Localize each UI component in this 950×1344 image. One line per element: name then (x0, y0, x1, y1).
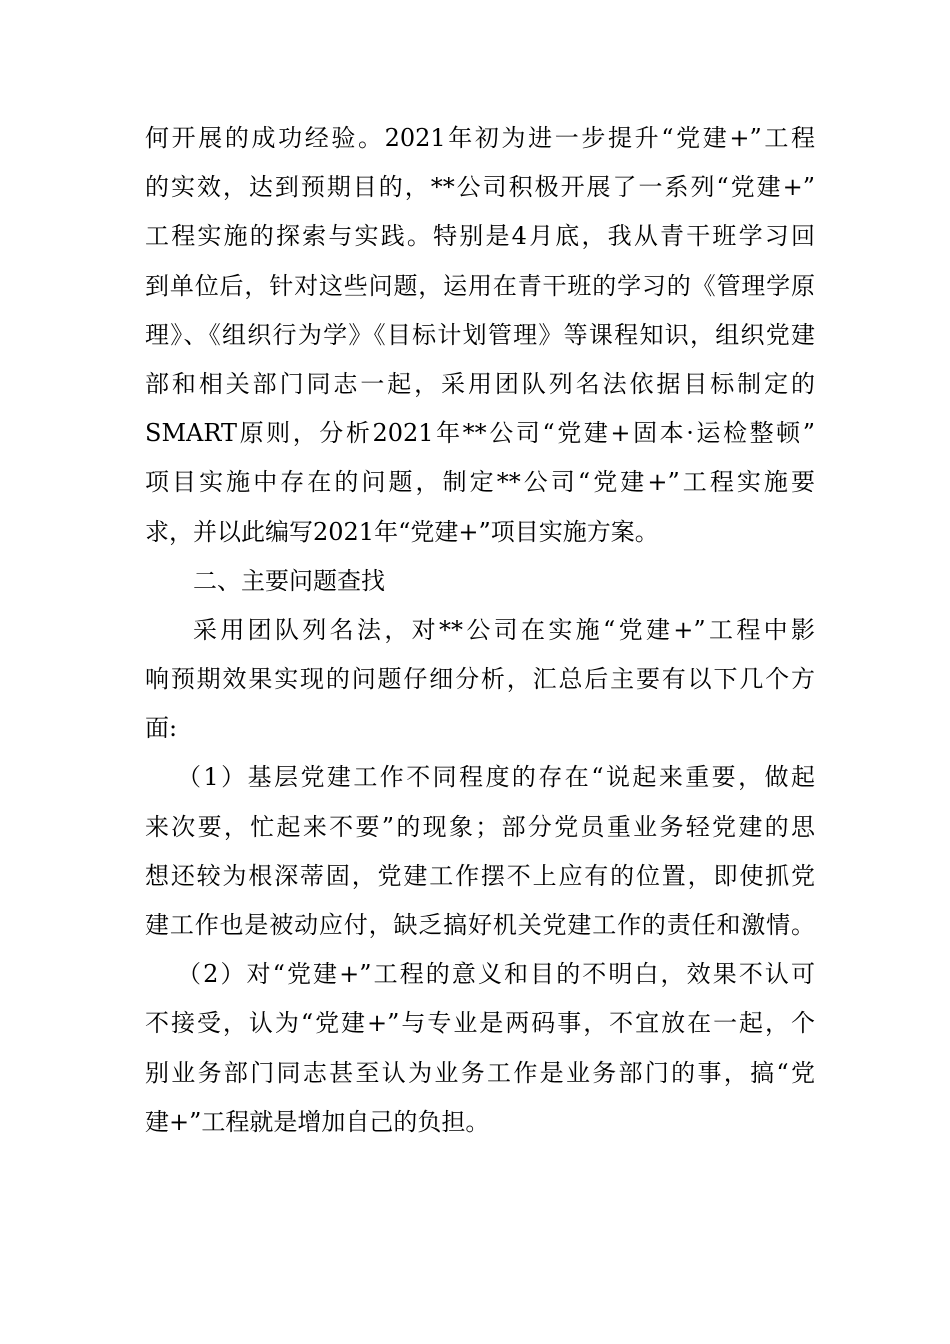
text-line: 来次要，忙起来不要”的现象；部分党员重业务轻党建的思 (145, 812, 815, 841)
text-line: 的实效，达到预期目的，**公司积极开展了一系列“党建+” (145, 173, 815, 202)
section-heading: 二、主要问题查找 (193, 566, 385, 595)
text-line: 不接受，认为“党建+”与专业是两码事，不宜放在一起，个 (145, 1009, 815, 1038)
text-line: （1）基层党建工作不同程度的存在“说起来重要，做起 (177, 763, 815, 792)
document-body (145, 114, 815, 1147)
text-line: 面: (145, 714, 178, 743)
text-line: 想还较为根深蒂固，党建工作摆不上应有的位置，即使抓党 (145, 861, 815, 890)
text-line: 何开展的成功经验。2021年初为进一步提升“党建+”工程 (145, 124, 815, 152)
text-line: 到单位后，针对这些问题，运用在青干班的学习的《管理学原 (145, 271, 815, 300)
text-line: （2）对“党建+”工程的意义和目的不明白，效果不认可 (177, 960, 815, 989)
text-line: 项目实施中存在的问题，制定**公司“党建+”工程实施要 (145, 468, 815, 497)
text-line: 别业务部门同志甚至认为业务工作是业务部门的事，搞“党 (145, 1058, 815, 1087)
text-line: 建+”工程就是增加自己的负担。 (145, 1107, 490, 1136)
text-line: 响预期效果实现的问题仔细分析，汇总后主要有以下几个方 (145, 665, 815, 694)
text-line: 部和相关部门同志一起，采用团队列名法依据目标制定的 (145, 369, 815, 398)
text-line: SMART原则，分析2021年**公司“党建+固本·运检整顿” (145, 419, 815, 448)
text-line: 工程实施的探索与实践。特别是4月底，我从青干班学习回 (145, 222, 815, 251)
text-line: 理》、《组织行为学》《目标计划管理》等课程知识，组织党建 (145, 320, 815, 349)
text-line: 求，并以此编写2021年“党建+”项目实施方案。 (145, 517, 659, 546)
text-line: 建工作也是被动应付，缺乏搞好机关党建工作的责任和激情。 (145, 911, 815, 939)
text-line: 采用团队列名法，对**公司在实施“党建+”工程中影 (193, 615, 815, 644)
